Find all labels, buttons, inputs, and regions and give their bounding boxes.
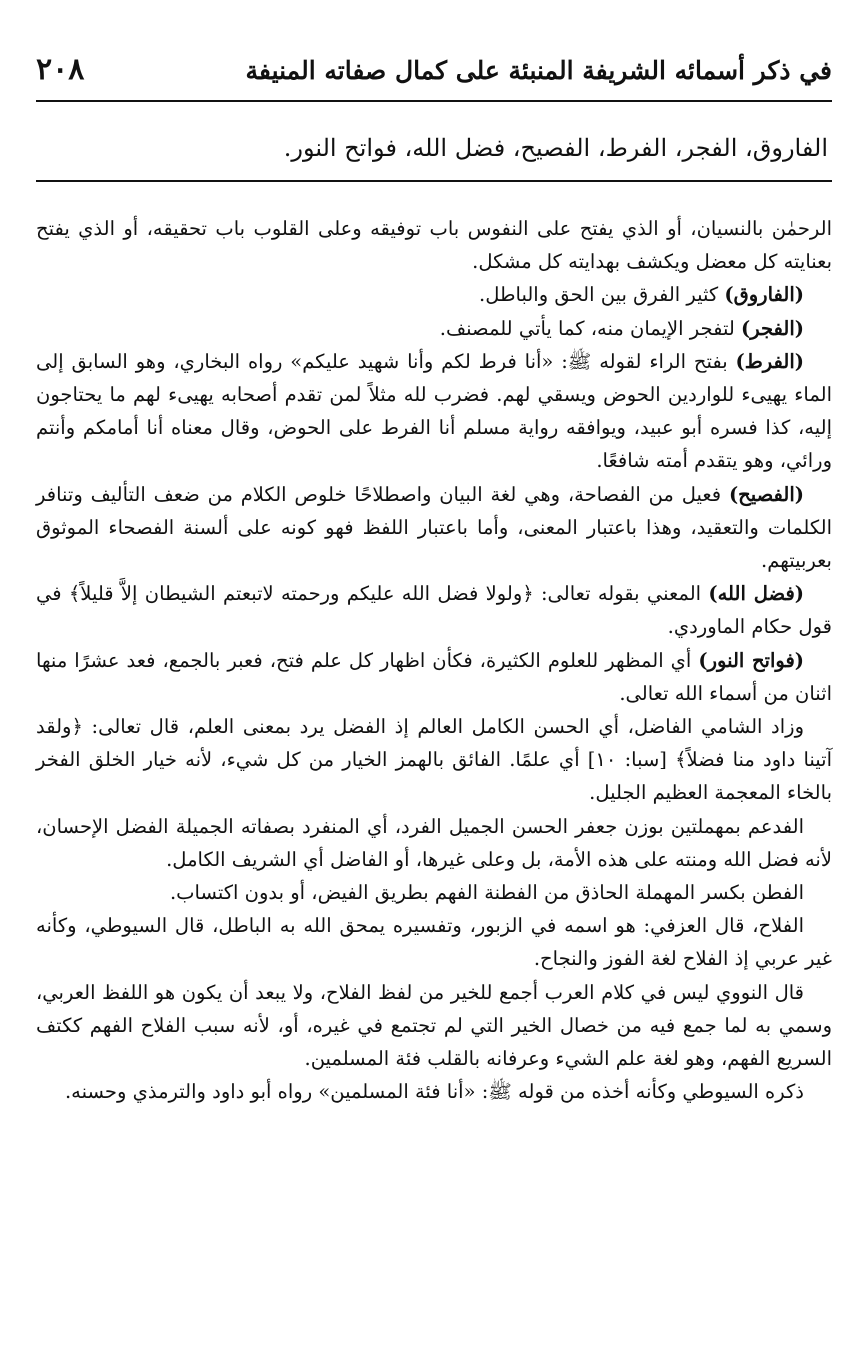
paragraph-text: الرحمٰن بالنسيان، أو الذي يفتح على النفوس باب توفيقه وعلى القلوب باب تحقيقه، أو الذي يفتح بعنايته كل معضل ويكشف بهدايته كل مشكل. [36, 217, 832, 274]
paragraph [36, 909, 832, 975]
paragraph [36, 644, 832, 710]
paragraph [36, 345, 832, 478]
paragraph-term: (الفصيح) [728, 482, 804, 506]
paragraph-term: (الفجر) [740, 316, 804, 340]
running-title: في ذكر أسمائه الشريفة المنبئة على كمال صفاته المنيفة [245, 56, 832, 85]
page-number: ٢٠٨ [36, 52, 85, 87]
paragraph-text: المعني بقوله تعالى: ﴿ولولا فضل الله عليكم ورحمته لاتبعتم الشيطان إلاَّ قليلاً﴾ في قول حكام الماوردي. [36, 582, 832, 639]
paragraph [36, 312, 832, 345]
paragraph [36, 710, 832, 810]
paragraph-text: وزاد الشامي الفاضل، أي الحسن الكامل العالم إذ الفضل يرد بمعنى العلم، قال تعالى: ﴿ولقد آتينا داود منا فضلاً﴾ [سبا: ١٠] أي علمًا. الفائق بالهمز الخيار من كل شيء، لأنه خيار الخلق الفخر بالخاء المعجمة العظيم الجليل. [36, 715, 833, 805]
paragraph-term: (الفاروق) [724, 283, 804, 307]
paragraph-text: الفلاح، قال العزفي: هو اسمه في الزبور، وتفسيره يمحق الله به الباطل، قال السيوطي، وكأنه غير عربي إذ الفلاح لغة الفوز والنجاح. [36, 914, 832, 971]
paragraph-text: بفتح الراء لقوله ﷺ: «أنا فرط لكم وأنا شهيد عليكم» رواه البخاري، وهو السابق إلى الماء يهيىء للواردين الحوض ويسقي لهم. فضرب لله مثلاً لمن تقدم أصحابه يهيىء لهم ما يحتاجون إليه، كذا فسره أبو عبيد، ويوافقه رواية مسلم أنا الفرط على الحوض، وقال معناه أنا أمامكم وأنتم ورائي، وهو يتقدم أمته شافعًا. [36, 349, 832, 473]
paragraph [36, 212, 832, 278]
paragraph-text: أي المظهر للعلوم الكثيرة، فكأن اظهار كل علم فتح، فعبر بالجمع، فعد عشرًا منها اثنان من أسماء الله تعالى. [36, 648, 832, 705]
section-names-list: الفاروق، الفجر، الفرط، الفصيح، فضل الله، فواتح النور. [283, 134, 828, 162]
paragraph-term: (الفرط) [735, 349, 804, 373]
paragraph-text: قال النووي ليس في كلام العرب أجمع للخير من لفظ الفلاح، ولا يبعد أن يكون هو اللفظ العربي، وسمي به لما جمع فيه من خصال الخير التي لم تجتمع في غيره، أو، لأنه سبب الفلاح الفهم ككتف السريع الفهم، وهو لغة علم الشيء وعرفانه بالقلب فئة المسلمين. [36, 980, 832, 1071]
paragraph-term: (فضل الله) [708, 582, 804, 606]
paragraph [36, 478, 832, 578]
paragraph-text: لتفجر الإيمان منه، كما يأتي للمصنف. [439, 316, 741, 340]
paragraph-term: (فواتح النور) [698, 648, 804, 672]
paragraph [36, 810, 832, 876]
paragraph [36, 278, 832, 311]
body-text [36, 212, 832, 1108]
paragraph-text: فعيل من الفصاحة، وهي لغة البيان واصطلاحًا خلوص الكلام من ضعف التأليف وتنافر الكلمات والتعقيد، وهذا باعتبار المعنى، وأما باعتبار اللفظ فهو كونه على ألسنة الفصحاء الموثوق بعربيتهم. [36, 482, 832, 573]
paragraph [36, 1075, 832, 1108]
paragraph [36, 976, 832, 1076]
paragraph-text: الفطن بكسر المهملة الحاذق من الفطنة الفهم بطريق الفيض، أو بدون اكتساب. [169, 881, 804, 905]
paragraph-text: الفدعم بمهملتين بوزن جعفر الحسن الجميل الفرد، أي المنفرد بصفاته الجميلة الفضل الإحسان، لأنه فضل الله ومنته على هذه الأمة، بل وعلى غيرها، أو الفاضل أي الشريف الكامل. [36, 814, 832, 871]
paragraph [36, 577, 832, 643]
page-header [36, 52, 832, 87]
paragraph-text: كثير الفرق بين الحق والباطل. [479, 283, 725, 307]
names-rule [36, 180, 832, 182]
header-rule [36, 100, 832, 102]
paragraph-text: ذكره السيوطي وكأنه أخذه من قوله ﷺ: «أنا فئة المسلمين» رواه أبو داود والترمذي وحسنه. [64, 1080, 804, 1104]
paragraph [36, 876, 832, 909]
